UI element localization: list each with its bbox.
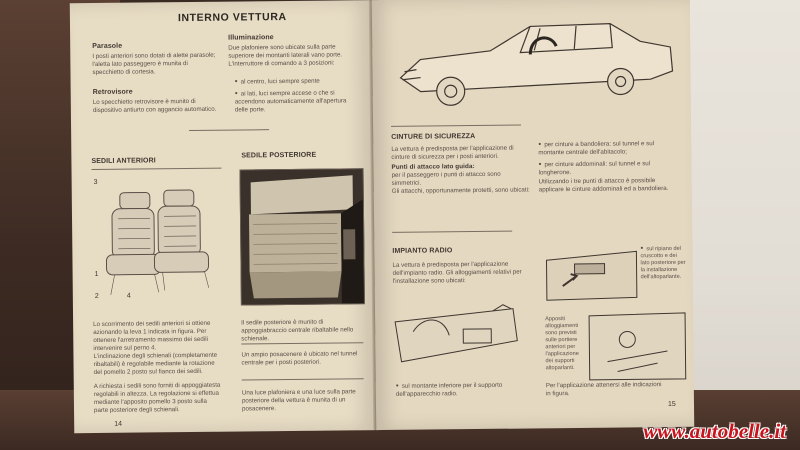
section-heading-retrovisore: Retrovisore xyxy=(92,88,133,97)
seat-label: 4 xyxy=(126,292,131,300)
page-title: INTERNO VETTURA xyxy=(177,10,287,25)
left-page xyxy=(70,0,374,433)
radio-installation-drawing xyxy=(393,301,520,374)
rear-seat-photo xyxy=(240,168,365,305)
belts-note: Utilizzando i tre punti di attacco è possibile applicare le cinture addominali ed a bandoliera. xyxy=(538,177,669,194)
illuminazione-bullet: ● ai lati, luci sempre accese o che si accendono automaticamente all'apertura delle porte. xyxy=(235,88,361,114)
belts-bullet: ● per cinture addominali: sul tunnel e sul longherone. xyxy=(538,159,676,177)
rear-seat-text: Il sedile posteriore è munito di appoggiabraccio centrale ribaltabile nello schienale. xyxy=(241,318,354,343)
front-seats-drawing xyxy=(92,174,221,307)
front-seats-heading: SEDILI ANTERIORI xyxy=(91,157,156,166)
radio-bullet: ● sul ripiano del cruscotto e dei lato posteriore per la installazione dell'altoparlante. xyxy=(640,245,686,281)
attachment-text: per il passeggero i punti di attacco sono simmetrici. xyxy=(391,170,501,187)
belts-heading: CINTURE DI SICUREZZA xyxy=(391,133,476,141)
section-text-illuminazione: Due plafoniere sono ubicate sulla parte superiore dei montanti laterali vano porte. L'interruttore di comando a 3 posizioni: xyxy=(228,43,343,68)
divider xyxy=(392,231,512,233)
section-heading-parasole: Parasole xyxy=(92,42,123,51)
section-text-retrovisore: Lo specchietto retrovisore è munito di dispositivo antiurto con aggancio automatico. xyxy=(92,97,217,115)
radio-bullet: ● sul montante inferiore per il supporto dell'apparecchio radio. xyxy=(396,380,532,398)
attachment-extra: Gli attacchi, opportunamente protetti, sono ubicati: xyxy=(391,186,530,195)
rear-seat-text: Un ampio posacenere è ubicato nel tunnel centrale per i posti posteriori. xyxy=(241,350,358,367)
radio-heading: IMPIANTO RADIO xyxy=(392,247,453,255)
rear-seat-text: Una luce plafoniera e una luce sulla parte posteriore della vettura è munita di un posacenere. xyxy=(241,388,356,413)
watermark-text: www.autobelle.it xyxy=(643,419,786,443)
page-number: 15 xyxy=(667,400,676,409)
door-speaker-drawing xyxy=(587,311,688,382)
divider xyxy=(391,125,521,127)
seat-label: 1 xyxy=(94,270,99,279)
section-text-parasole: I posti anteriori sono dotati di alette parasole; l'aletta lato passeggero è munita di specchietto di cortesia. xyxy=(92,51,216,77)
headrest-text: A richiesta i sedili sono forniti di appoggiatesta regolabili in altezza. La regolazione si effettua mediante l'apposito pomello 3 posto sulla parte posteriore degli schienali. xyxy=(93,381,221,415)
dashboard-drawing xyxy=(542,245,641,304)
rear-seat-heading: SEDILE POSTERIORE xyxy=(241,151,317,160)
page-number: 14 xyxy=(114,420,123,428)
seat-label: 3 xyxy=(93,178,98,187)
manual-booklet xyxy=(70,0,694,433)
attachment-heading: Punti di attacco lato guida: xyxy=(391,163,475,171)
radio-side-note: Appositi alloggiamenti sono previsti sulle portiere anteriori per l'applicazione dei supporti altoparlanti. xyxy=(545,316,579,372)
car-illustration xyxy=(380,5,681,120)
right-page xyxy=(372,0,694,430)
divider xyxy=(241,342,363,344)
radio-side-note: Per l'applicazione attenersi alle indicazioni in figura. xyxy=(545,381,662,398)
radio-installation-illustration xyxy=(393,301,520,374)
belts-bullet: ● per cinture a bandoliera: sul tunnel e sul montante centrale dell'abitacolo; xyxy=(538,139,676,157)
front-seats-illustration xyxy=(92,174,221,307)
belts-text: La vettura è predisposta per l'applicazione di cinture di sicurezza per i posti anteriori. xyxy=(391,144,514,161)
front-seats-text: Lo scorrimento dei sedili anteriori si ottiene azionando la leva 1 indicata in figura. Per ottenere l'arretramento massimo dei sedili intervenire sul perno 4. xyxy=(93,319,211,353)
reclining-text: L'inclinazione degli schienali (completamente ribaltabili) è regolabile mediante la rotazione del pomello 2 posto sul fianco dei sedili. xyxy=(93,351,218,377)
divider xyxy=(92,168,222,170)
rear-seat-drawing xyxy=(241,169,364,304)
radio-text: La vettura è predisposta per l'applicazione dell'impianto radio. Gli alloggiamenti relativi per l'installazione sono ubicati: xyxy=(392,260,522,285)
dashboard-speaker-illustration xyxy=(542,245,641,304)
divider xyxy=(189,129,269,131)
door-speaker-illustration xyxy=(587,311,688,382)
divider xyxy=(242,378,364,380)
seat-label: 2 xyxy=(94,292,99,301)
section-heading-illuminazione: Illuminazione xyxy=(228,34,274,42)
illuminazione-bullet: ● al centro, luci sempre spente xyxy=(235,76,361,86)
car-drawing xyxy=(380,5,681,120)
